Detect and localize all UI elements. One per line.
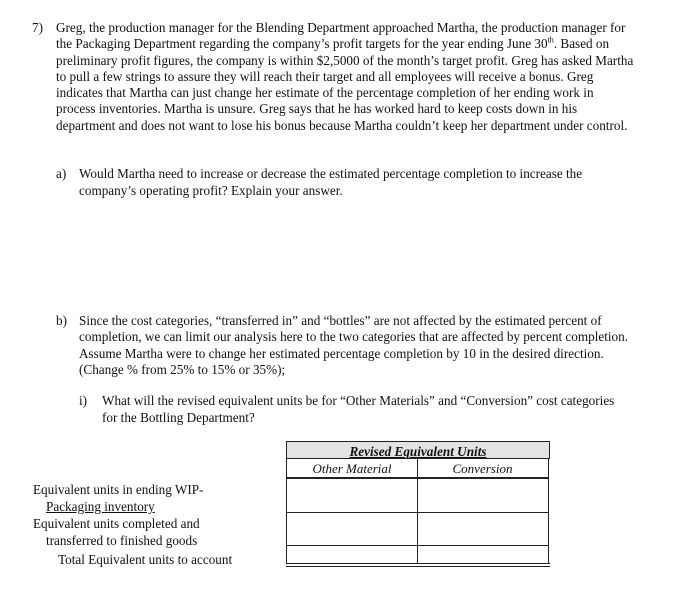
part-a-label: a) — [56, 166, 67, 181]
table-header — [286, 441, 550, 459]
table-title: Revised Equivalent Units — [349, 444, 487, 459]
col-header-other-material: Other Material — [286, 459, 418, 478]
cell-wip-conversion[interactable] — [417, 478, 549, 513]
question-text — [56, 20, 636, 134]
row-label-transferred-line1: Equivalent units completed and — [33, 516, 200, 531]
part-b-label: b) — [56, 313, 67, 328]
cell-total-conversion[interactable] — [417, 546, 549, 563]
equivalent-units-table — [286, 441, 550, 568]
row-label-wip-line1: Equivalent units in ending WIP- — [33, 482, 204, 497]
row-label-wip-line2: Packaging inventory — [46, 499, 155, 514]
cell-transferred-other-material[interactable] — [286, 512, 418, 546]
question-number: 7) — [32, 20, 43, 35]
part-i-label: i) — [79, 393, 88, 408]
superscript-th: th — [547, 35, 554, 45]
col-header-conversion: Conversion — [417, 459, 549, 478]
total-rule-bottom — [286, 566, 550, 567]
part-b-text: Since the cost categories, “transferred in” and “bottles” are not affected by the estimated percent of completion, we can limit our analysis here to the two categories that are affected by percent completion. Assume Martha were to change her estimated percentage completion by 10 in the desired direction. (Change % from 25% to 15% or 35%); — [79, 313, 629, 377]
row-label-total: Total Equivalent units to account — [58, 552, 233, 567]
cell-total-other-material[interactable] — [286, 546, 418, 563]
cell-transferred-conversion[interactable] — [417, 512, 549, 546]
question-text-part2: . Based on preliminary profit figures, the company is within $2,5000 of the month’s target profit. Greg has asked Martha to pull a few strings to assure they will reach their target and all employees will receive a bonus. Greg indicates that Martha can just change her estimate of the percentage completion of her ending work in process inventories. Martha is unsure. Greg says that he has worked hard to keep costs down in his department and does not want to lose his bonus because Martha couldn’t keep her department under control. — [56, 36, 634, 133]
part-i-text: What will the revised equivalent units be for “Other Materials” and “Conversion” cost categories for the Bottling Department? — [102, 393, 615, 425]
cell-wip-other-material[interactable] — [286, 478, 418, 513]
row-label-transferred-line2: transferred to finished goods — [46, 533, 198, 548]
total-rule-top — [286, 563, 550, 564]
part-a-text: Would Martha need to increase or decrease the estimated percentage completion to increase the company’s operating profit? Explain your answer. — [79, 166, 583, 198]
question-text-part1: Greg, the production manager for the Blending Department approached Martha, the production manager for the Packaging Department regarding the company’s profit targets for the year ending June 30 — [56, 20, 626, 52]
